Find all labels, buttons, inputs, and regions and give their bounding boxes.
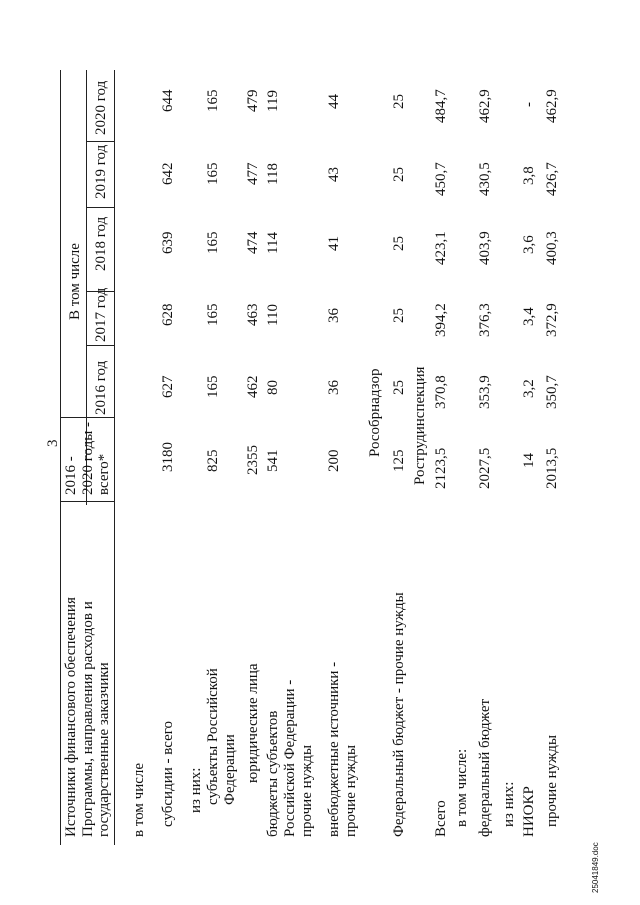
row-label: Всего — [433, 800, 449, 837]
cell: 463 — [245, 303, 261, 326]
cell: 627 — [160, 375, 176, 398]
header-year: 2019 год — [93, 144, 109, 199]
row-label: юридические лица — [245, 663, 261, 783]
col-divider — [86, 345, 114, 346]
cell: 2027,5 — [477, 447, 493, 489]
cell: 165 — [205, 231, 221, 254]
row-label: федеральный бюджет — [477, 698, 493, 837]
row-label: Федерации — [222, 734, 238, 805]
header-col2-line1: 2016 - — [63, 456, 79, 495]
col-divider — [60, 417, 114, 418]
cell: 2013,5 — [544, 447, 560, 489]
col-divider — [60, 501, 114, 502]
cell: 3,6 — [521, 235, 537, 254]
cell: 80 — [265, 380, 281, 395]
row-label: субъекты Российской — [205, 668, 221, 805]
row-label: Федеральный бюджет - прочие нужды — [391, 592, 407, 837]
cell: 644 — [160, 89, 176, 112]
cell: 41 — [326, 236, 342, 251]
row-label: в том числе — [131, 762, 147, 837]
section-title: Рособрнадзор — [367, 368, 383, 457]
row-label: Российской Федерации - — [282, 679, 298, 837]
header-col1-line1: Источники финансового обеспечения — [63, 597, 79, 837]
cell: 200 — [326, 449, 342, 472]
cell: 353,9 — [477, 375, 493, 409]
cell: 25 — [391, 236, 407, 251]
cell: 477 — [245, 162, 261, 185]
table-border-top — [60, 70, 61, 845]
row-label: НИОКР — [521, 786, 537, 837]
cell: 400,3 — [544, 231, 560, 265]
section-title: Рострудинспекция — [412, 366, 428, 485]
header-year: 2018 год — [93, 216, 109, 271]
row-label: прочие нужды — [299, 744, 315, 837]
cell: 25 — [391, 94, 407, 109]
cell: 423,1 — [433, 231, 449, 265]
row-label: бюджеты субъектов — [265, 710, 281, 837]
row-label: субсидии - всего — [160, 720, 176, 827]
cell: 165 — [205, 375, 221, 398]
cell: 44 — [326, 94, 342, 109]
cell: 474 — [245, 231, 261, 254]
header-col1-line3: государственные заказчики — [96, 662, 112, 837]
cell: 3,8 — [521, 166, 537, 185]
row-label: из них: — [188, 767, 204, 813]
row-label: прочие нужды — [343, 744, 359, 837]
cell: 125 — [391, 449, 407, 472]
row-label: внебюджетные источники - — [326, 661, 342, 837]
cell: 2123,5 — [433, 447, 449, 489]
cell: 25 — [391, 167, 407, 182]
cell: 825 — [205, 449, 221, 472]
cell: 639 — [160, 231, 176, 254]
cell: 426,7 — [544, 162, 560, 196]
cell: 36 — [326, 308, 342, 323]
header-year: 2016 год — [93, 360, 109, 415]
cell: 165 — [205, 162, 221, 185]
row-label: прочие нужды — [544, 734, 560, 827]
cell: 376,3 — [477, 303, 493, 337]
cell: 479 — [245, 89, 261, 112]
cell: 462,9 — [477, 89, 493, 123]
cell: 462 — [245, 375, 261, 398]
cell: 450,7 — [433, 162, 449, 196]
cell: 119 — [265, 90, 281, 112]
cell: 118 — [265, 163, 281, 185]
cell: - — [521, 102, 537, 107]
cell: 2355 — [245, 445, 261, 475]
cell: 43 — [326, 167, 342, 182]
header-col2-line2: 2020 годы - — [80, 421, 96, 495]
cell: 642 — [160, 162, 176, 185]
cell: 36 — [326, 380, 342, 395]
cell: 372,9 — [544, 303, 560, 337]
header-group-label: В том числе — [67, 243, 83, 320]
col-divider — [86, 207, 114, 208]
footer-file-code: 25041849.doc — [591, 842, 600, 893]
cell: 165 — [205, 303, 221, 326]
cell: 14 — [521, 453, 537, 468]
page-number: 3 — [45, 439, 61, 447]
header-col1-line2: Программы, направления расходов и — [80, 601, 96, 837]
header-bottom-line — [114, 70, 115, 845]
row-label: из них: — [501, 781, 517, 827]
cell: 3,2 — [521, 379, 537, 398]
cell: 541 — [265, 449, 281, 472]
cell: 3,4 — [521, 307, 537, 326]
cell: 370,8 — [433, 375, 449, 409]
cell: 628 — [160, 303, 176, 326]
cell: 403,9 — [477, 231, 493, 265]
cell: 394,2 — [433, 303, 449, 337]
cell: 25 — [391, 308, 407, 323]
cell: 25 — [391, 380, 407, 395]
cell: 462,9 — [544, 89, 560, 123]
cell: 114 — [265, 232, 281, 254]
cell: 3180 — [160, 442, 176, 472]
cell: 350,7 — [544, 375, 560, 409]
cell: 110 — [265, 304, 281, 326]
cell: 430,5 — [477, 162, 493, 196]
col-divider — [86, 141, 114, 142]
row-label: в том числе: — [454, 748, 470, 827]
cell: 165 — [205, 89, 221, 112]
header-year: 2017 год — [93, 287, 109, 342]
header-year: 2020 год — [93, 80, 109, 135]
header-col2-line3: всего* — [96, 453, 112, 495]
cell: 484,7 — [433, 89, 449, 123]
